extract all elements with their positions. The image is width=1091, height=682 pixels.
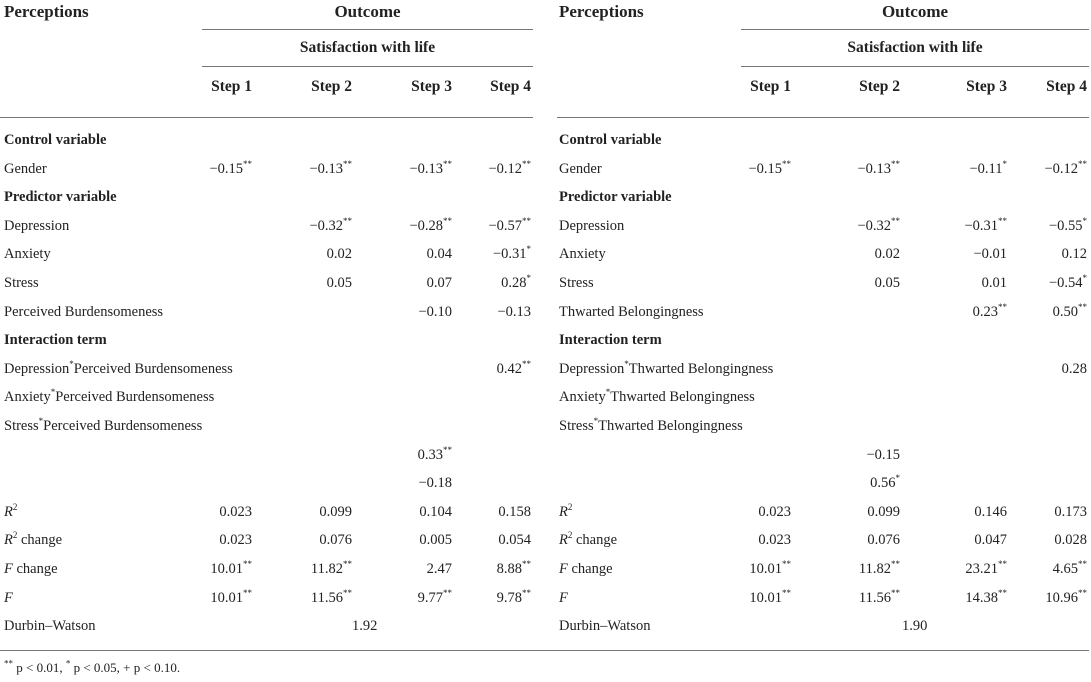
table-cell: 0.023 — [758, 532, 791, 549]
table-cell: 0.099 — [867, 503, 900, 520]
table-cell: 4.65** — [1052, 559, 1087, 577]
row-label: F change — [4, 561, 58, 577]
table-cell: 8.88** — [496, 559, 531, 577]
header-rule — [741, 29, 1089, 30]
table-cell: 0.173 — [1054, 503, 1087, 520]
durbin-watson-label: Durbin–Watson — [4, 618, 96, 635]
durbin-watson-label: Durbin–Watson — [559, 618, 651, 635]
table-cell: −0.11* — [969, 158, 1007, 177]
row-label: F — [4, 589, 13, 606]
table-cell: 0.23** — [972, 301, 1007, 320]
table-cell: −0.13** — [857, 158, 900, 177]
step-header: Step 1 — [750, 78, 791, 95]
row-label: Depression*Perceived Burdensomeness — [4, 358, 233, 377]
row-label: Control variable — [559, 132, 662, 148]
row-label: $R^2$ — [4, 501, 18, 520]
column-header-rule — [557, 117, 1089, 118]
table-cell: 10.01** — [210, 559, 252, 577]
table-cell: 11.56** — [310, 587, 352, 606]
row-label: Anxiety*Perceived Burdensomeness — [4, 387, 215, 406]
row-label: Stress*Perceived Burdensomeness — [4, 416, 203, 434]
header-rule — [202, 29, 533, 30]
table-cell: 0.076 — [319, 532, 352, 549]
table-cell: 9.78** — [496, 587, 531, 606]
table-cell: 10.01** — [749, 587, 791, 606]
row-label: Anxiety*Thwarted Belongingness — [559, 387, 755, 406]
table-cell: −0.57** — [488, 215, 531, 234]
table-cell: 0.099 — [319, 503, 352, 520]
row-label: Stress — [4, 275, 39, 291]
row-label: $R^2$ change — [559, 530, 618, 549]
table-cell: −0.15 — [866, 446, 900, 463]
table-cell: −0.13** — [309, 158, 352, 177]
table-cell: −0.12** — [1044, 158, 1087, 177]
table-cell: −0.01 — [973, 246, 1007, 263]
table-cell: 0.104 — [419, 503, 452, 520]
row-label: F — [559, 589, 568, 606]
row-label: Depression — [4, 217, 70, 234]
step-header: Step 3 — [411, 78, 452, 95]
row-label: F change — [559, 561, 613, 577]
step-header: Step 4 — [1046, 78, 1087, 95]
row-label: Thwarted Belongingness — [559, 303, 704, 320]
outcome-subheader: Satisfaction with life — [847, 39, 983, 56]
table-cell: 10.01** — [749, 559, 791, 577]
row-label: Depression*Thwarted Belongingness — [559, 358, 774, 377]
table-cell: 11.82** — [858, 559, 900, 577]
table-cell: 10.96** — [1045, 587, 1087, 606]
row-label: Stress*Thwarted Belongingness — [559, 416, 743, 434]
table-cell: 0.50** — [1052, 301, 1087, 320]
row-label: Anxiety — [4, 246, 51, 263]
perceptions-header: Perceptions — [559, 2, 644, 21]
row-label: $R^2$ — [559, 501, 573, 520]
table-cell: 2.47 — [426, 561, 452, 577]
table-cell: −0.15** — [748, 158, 791, 177]
table-cell: 0.054 — [498, 532, 531, 549]
row-label: Predictor variable — [4, 189, 117, 206]
table-cell: −0.32** — [309, 215, 352, 234]
table-cell: 0.023 — [219, 503, 252, 520]
row-label: Interaction term — [559, 332, 662, 349]
row-label: Gender — [4, 160, 47, 177]
table-cell: 0.01 — [981, 275, 1007, 291]
outcome-subheader: Satisfaction with life — [299, 39, 436, 56]
row-label: Depression — [559, 217, 625, 234]
table-cell: 0.05 — [874, 275, 900, 291]
table-cell: −0.13 — [497, 303, 531, 320]
step-header: Step 3 — [966, 78, 1007, 95]
table-cell: −0.13** — [409, 158, 452, 177]
table-cell: 10.01** — [210, 587, 252, 606]
table-cell: −0.12** — [488, 158, 531, 177]
table-cell: 0.02 — [874, 246, 900, 263]
table-cell: 0.076 — [867, 532, 900, 549]
table-cell: 0.005 — [419, 532, 452, 549]
row-label: Interaction term — [4, 332, 107, 349]
row-label: Control variable — [4, 132, 107, 148]
table-cell: 9.77** — [417, 587, 452, 606]
step-header: Step 2 — [311, 78, 352, 95]
table-cell: −0.31* — [492, 244, 531, 263]
table-cell: 0.028 — [1054, 532, 1087, 549]
table-cell: 0.02 — [326, 246, 352, 263]
table-cell: −0.55* — [1048, 215, 1087, 234]
subheader-rule — [202, 66, 533, 67]
table-cell: 0.07 — [426, 275, 452, 291]
step-header: Step 4 — [490, 78, 531, 95]
subheader-rule — [741, 66, 1089, 67]
table-cell: 0.28 — [1061, 360, 1087, 377]
table-cell: 0.158 — [498, 503, 531, 520]
outcome-header: Outcome — [881, 2, 949, 21]
table-cell: 0.023 — [219, 532, 252, 549]
table-cell: 0.56* — [870, 473, 900, 492]
table-cell: −0.31** — [964, 215, 1007, 234]
table-cell: −0.10 — [418, 303, 452, 320]
row-label: Predictor variable — [559, 189, 672, 206]
row-label: Perceived Burdensomeness — [4, 303, 164, 320]
table-cell: 0.05 — [326, 275, 352, 291]
table-cell: −0.54* — [1048, 273, 1087, 291]
durbin-watson-value: 1.92 — [352, 618, 378, 635]
table-cell: −0.15** — [209, 158, 252, 177]
row-label: Gender — [559, 160, 602, 177]
durbin-watson-value: 1.90 — [902, 618, 928, 635]
table-cell: −0.32** — [857, 215, 900, 234]
table-cell: 14.38** — [965, 587, 1007, 606]
table-cell: 0.33** — [417, 444, 452, 463]
row-label: Anxiety — [559, 246, 606, 263]
table-cell: 0.12 — [1061, 246, 1087, 263]
table-cell: −0.18 — [418, 475, 452, 492]
outcome-header: Outcome — [334, 2, 401, 21]
table-cell: −0.28** — [409, 215, 452, 234]
column-header-rule — [0, 117, 533, 118]
footnote: ** p < 0.01, * p < 0.05, + p < 0.10. — [4, 658, 181, 675]
row-label: Stress — [559, 275, 594, 291]
table-cell: 11.82** — [310, 559, 352, 577]
table-cell: 0.28* — [501, 273, 531, 291]
step-header: Step 1 — [211, 78, 252, 95]
table-cell: 0.023 — [758, 503, 791, 520]
step-header: Step 2 — [859, 78, 900, 95]
table-cell: 23.21** — [965, 559, 1007, 577]
table-cell: 11.56** — [858, 587, 900, 606]
table-cell: 0.146 — [974, 503, 1007, 520]
table-cell: 0.047 — [974, 532, 1007, 549]
perceptions-header: Perceptions — [4, 2, 89, 21]
row-label: $R^2$ change — [4, 530, 63, 549]
table-bottom-rule — [0, 650, 1089, 651]
table-cell: 0.04 — [426, 246, 452, 263]
table-cell: 0.42** — [496, 358, 531, 377]
